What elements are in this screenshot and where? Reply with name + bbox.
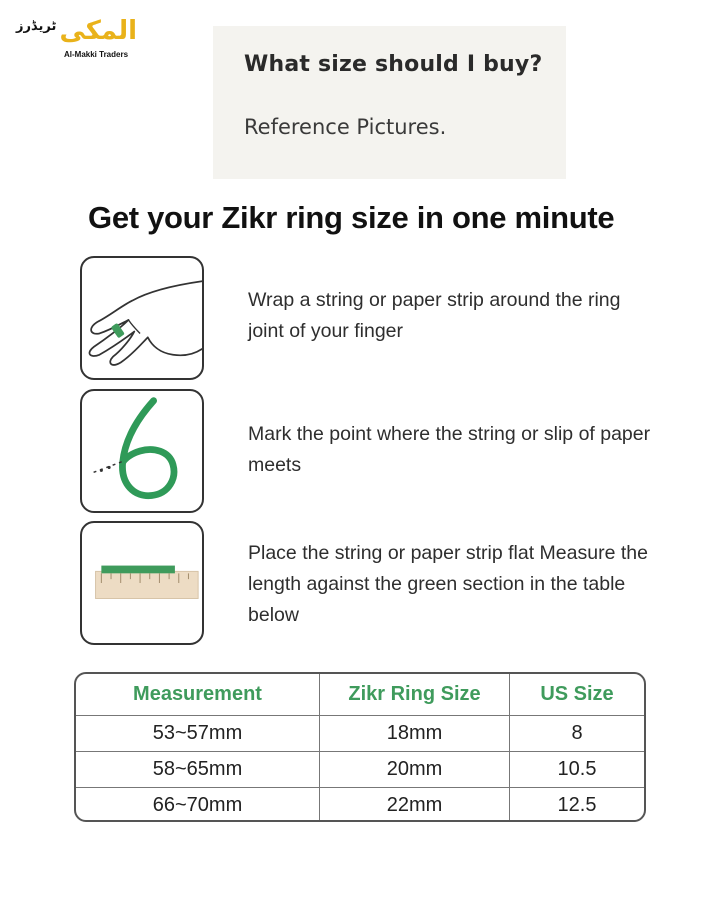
size-chart-table xyxy=(74,672,646,822)
header-us-size: US Size xyxy=(509,674,644,715)
header-measurement: Measurement xyxy=(133,683,262,705)
reference-card-subtitle: Reference Pictures. xyxy=(244,115,447,139)
logo-arabic-wordmark xyxy=(12,12,142,46)
step-1-text: Wrap a string or paper strip around the ring joint of your finger xyxy=(248,289,621,342)
table-cell: 18mm xyxy=(319,716,509,751)
header-zikr-ring-size: Zikr Ring Size xyxy=(319,674,509,715)
table-cell: 22mm xyxy=(319,788,509,822)
table-header-row xyxy=(76,674,644,715)
table-row xyxy=(76,787,644,822)
table-cell: 58~65mm xyxy=(152,758,243,780)
step-3-text: Place the string or paper strip flat Measure the length against the green section in the table below xyxy=(248,542,648,626)
table-cell: 20mm xyxy=(319,752,509,787)
reference-card-title: What size should I buy? xyxy=(244,52,543,77)
table-cell: 66~70mm xyxy=(152,794,243,816)
ruler-icon xyxy=(80,521,204,645)
string-loop-icon xyxy=(80,389,204,513)
step-measure-length xyxy=(80,521,660,645)
table-cell: 10.5 xyxy=(509,752,644,787)
logo-arabic-main: المکی xyxy=(59,16,137,46)
page-title: Get your Zikr ring size in one minute xyxy=(88,200,615,235)
step-wrap-finger xyxy=(80,256,660,380)
table-cell: 53~57mm xyxy=(152,722,243,744)
table-cell: 8 xyxy=(509,716,644,751)
hand-ring-icon xyxy=(80,256,204,380)
logo-english-name: Al-Makki Traders xyxy=(64,50,129,59)
step-mark-point xyxy=(80,389,660,513)
reference-card xyxy=(213,26,566,179)
step-2-text: Mark the point where the string or slip of paper meets xyxy=(248,423,651,476)
logo-arabic-traders: ٹریڈرز xyxy=(16,19,57,34)
table-row xyxy=(76,715,644,751)
table-row xyxy=(76,751,644,787)
table-cell: 12.5 xyxy=(509,788,644,822)
brand-logo xyxy=(12,12,142,58)
